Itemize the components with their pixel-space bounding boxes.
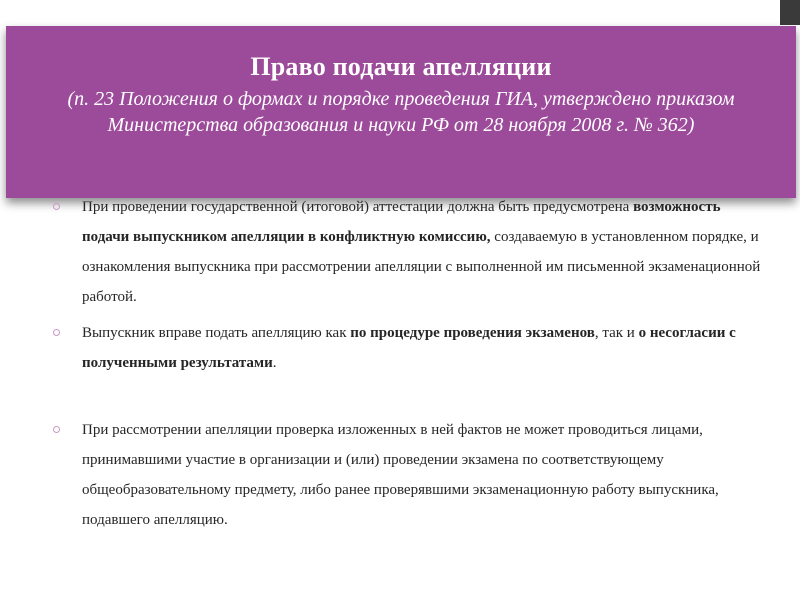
bullet-bold-text: возможность подачи выпускником апелляции в конфликтную комиссию,	[82, 199, 721, 245]
bullet-item	[52, 318, 762, 378]
slide-subtitle: (п. 23 Положения о формах и порядке проведения ГИА, утверждено приказом Министерства образования и науки РФ от 28 ноября 2008 г. № 362)	[67, 88, 735, 136]
bullet-text: При рассмотрении апелляции проверка изложенных в ней фактов не может проводиться лицами, принимавшими участие в организации и (или) проведении экзамена по соответствующему общеобразовательному предмету, либо ранее проверявшими экзаменационную работу выпускника, подавшего апелляцию.	[82, 422, 719, 528]
bullet-text: , так и	[594, 325, 635, 341]
content-area	[52, 192, 762, 535]
bullet-item	[52, 415, 762, 535]
bullet-bold-text: по процедуре проведения экзаменов	[350, 325, 595, 341]
title-box	[6, 26, 796, 198]
bullet-text: При проведении государственной (итоговой) аттестации должна быть предусмотрена	[82, 199, 630, 215]
bullet-bold-text: о несогласии с полученными результатами	[82, 325, 736, 371]
bullet-circle-icon	[53, 426, 60, 433]
bullet-circle-icon	[53, 203, 60, 210]
top-bar-accent	[780, 0, 800, 25]
bullet-circle-icon	[53, 329, 60, 336]
top-bar	[0, 0, 800, 25]
bullet-item	[52, 192, 762, 312]
bullet-text: .	[272, 355, 277, 371]
slide-title: Право подачи апелляции	[250, 52, 552, 81]
bullet-text: Выпускник вправе подать апелляцию как	[82, 325, 347, 341]
bullet-text: создаваемую в установленном порядке, и ознакомления выпускника при рассмотрении апелляции с выполненной им письменной экзаменационной работой.	[82, 229, 761, 305]
